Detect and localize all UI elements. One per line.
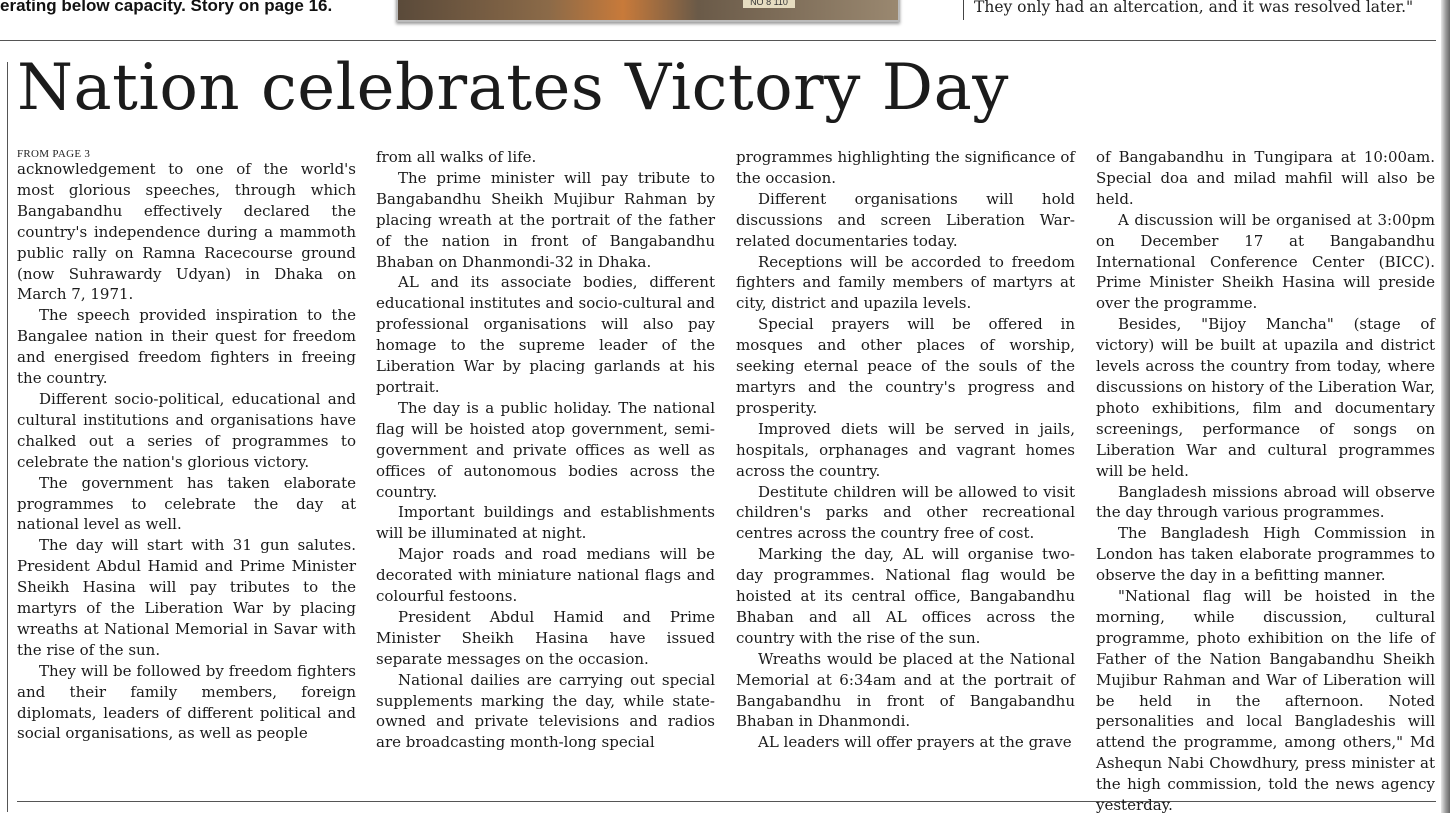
teaser-left-text: erating below capacity. Story on page 16. [0,0,333,15]
paragraph: Receptions will be accorded to freedom fighters and family members of martyrs at city, district and upazila levels. [736,252,1075,313]
paragraph: Destitute children will be allowed to visit children's parks and other recreational centres across the country free of cost. [736,482,1075,543]
paragraph: The prime minister will pay tribute to Bangabandhu Sheikh Mujibur Rahman by placing wreath at the portrait of the father of the nation in front of Bangabandhu Bhaban on Dhanmondi-32 in Dhaka. [376,168,715,271]
news-photo [396,0,900,22]
paragraph: Important buildings and establishments will be illuminated at night. [376,503,715,543]
paragraph: AL leaders will offer prayers at the grave [758,733,1072,752]
paragraph: The day will start with 31 gun salutes. President Abdul Hamid and Prime Minister Sheikh Hasina will pay tributes to the martyrs of the Liberation War by placing wreaths at National Memorial in Savar with the rise of the sun. [17,536,356,659]
paragraph: of Bangabandhu in Tungipara at 10:00am. Special doa and milad mahfil will also be held. [1096,148,1435,208]
paragraph: The day is a public holiday. The national flag will be hoisted atop government, semi-government and private offices as well as offices of autonomous bodies across the country. [376,398,715,501]
paragraph: from all walks of life. [376,148,537,166]
paragraph: Special prayers will be offered in mosques and other places of worship, seeking eternal peace of the souls of the martyrs and the country's progress and prosperity. [736,315,1075,417]
article-column-1 [17,147,356,744]
paragraph: The Bangladesh High Commission in London has taken elaborate programmes to observe the day in a befitting manner. [1096,524,1435,585]
article-column-2 [376,147,715,753]
paragraph: Besides, "Bijoy Mancha" (stage of victory) will be built at upazila and district levels across the country from today, where discussions on history of the Liberation War, photo exhibitions, film and documentary screenings, performance of songs on Liberation War and cultural programmes will be held. [1096,315,1435,480]
article-headline: Nation celebrates Victory Day [17,51,1009,125]
top-strip [0,0,1450,40]
paragraph: Different socio-political, educational and cultural institutions and organisations have chalked out a series of programmes to celebrate the nation's glorious victory. [17,389,356,471]
paragraph: Major roads and road medians will be decorated with miniature national flags and colourful festoons. [376,545,715,606]
paragraph: Bangladesh missions abroad will observe the day through various programmes. [1096,482,1435,522]
paragraph: President Abdul Hamid and Prime Minister Sheikh Hasina have issued separate messages on the occasion. [376,607,715,668]
paragraph: "National flag will be hoisted in the morning, while discussion, cultural programme, photo exhibition on the life of Father of the Nation Bangabandhu Sheikh Mujibur Rahman and War of Liberation will be held in the afternoon. Noted personalities and local Bangladeshis will attend the programme, among others," Md Ashequn Nabi Chowdhury, press minister at the high commission, told the news agency yesterday. [1096,587,1435,815]
photo-number-plate: NO 8 110 [743,0,795,8]
paragraph: programmes highlighting the significance of the occasion. [736,148,1075,187]
paragraph: AL and its associate bodies, different educational institutes and socio-cultural and professional organisations will also pay homage to the supreme leader of the Liberation War by placing garlands at his portrait. [376,273,715,396]
paragraph: Improved diets will be served in jails, hospitals, orphanages and vagrant homes across the country. [736,419,1075,480]
article-column-3 [736,147,1075,753]
column-divider [963,0,964,20]
top-rule [0,40,1436,41]
paragraph: The speech provided inspiration to the Bangalee nation in their quest for freedom and energised freedom fighters in freeing the country. [17,306,356,388]
paragraph: The government has taken elaborate programmes to celebrate the day at national level as well. [17,473,356,534]
paragraph: Different organisations will hold discussions and screen Liberation War-related documentaries today. [736,189,1075,250]
paragraph: Marking the day, AL will organise two-day programmes. National flag would be hoisted at its central office, Bangabandhu Bhaban and all AL offices across the country with the rise of the sun. [736,545,1075,647]
article-column-4 [1096,147,1435,816]
left-rule [7,62,8,812]
pull-quote-text: They only had an altercation, and it was resolved later." [974,0,1414,16]
paragraph: National dailies are carrying out special supplements marking the day, while state-owned and private televisions and radios are broadcasting month-long special [376,670,715,752]
jump-line: FROM PAGE 3 [17,148,91,160]
page-fold-edge [1441,0,1450,813]
paragraph: They will be followed by freedom fighters and their family members, foreign diplomats, leaders of different political and social organisations, as well as people [17,661,356,743]
paragraph: Wreaths would be placed at the National Memorial at 6:34am and at the portrait of Bangabandhu in front of Bangabandhu Bhaban in Dhanmondi. [736,649,1075,731]
paragraph: A discussion will be organised at 3:00pm on December 17 at Bangabandhu International Conference Center (BICC). Prime Minister Sheikh Hasina will preside over the programme. [1096,210,1435,313]
paragraph: acknowledgement to one of the world's most glorious speeches, through which Bangabandhu effectively declared the country's independence during a mammoth public rally on Ramna Racecourse ground (now Suhrawardy Udyan) in Dhaka on March 7, 1971. [17,160,356,304]
